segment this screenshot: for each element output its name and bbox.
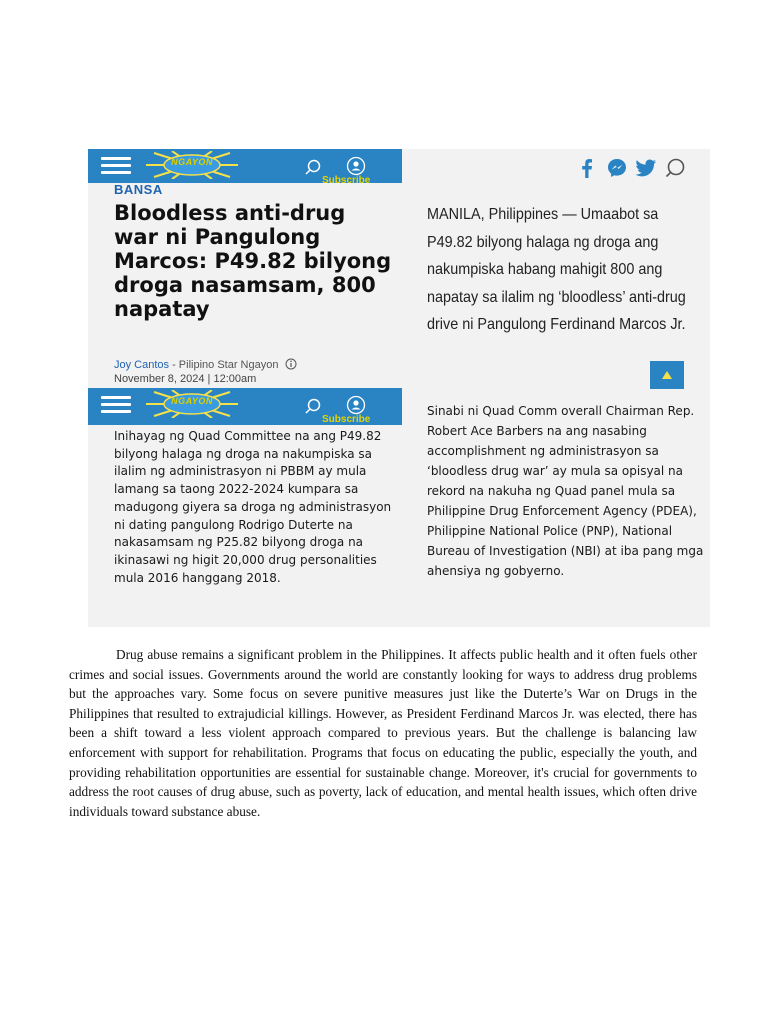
- article-headline: Bloodless anti-drug war ni Pangulong Marcos: P49.82 bilyong droga nasamsam, 800 napatay: [114, 201, 392, 321]
- brand-logo-text: NGAYON: [171, 157, 213, 167]
- brand-logo[interactable]: [144, 390, 240, 418]
- facebook-icon[interactable]: [576, 157, 598, 179]
- menu-icon[interactable]: [101, 396, 131, 414]
- publish-date: November 8, 2024 | 12:00am: [114, 373, 257, 385]
- scroll-top-button[interactable]: [650, 361, 684, 389]
- article-lead: MANILA, Philippines — Umaabot sa P49.82 bilyong halaga ng droga ang nakumpiska habang mahigit 800 ang napatay sa ilalim ng ‘bloodless’ anti-drug drive ni Pangulong Ferdinand Marcos Jr.: [427, 206, 686, 333]
- brand-logo[interactable]: [144, 151, 240, 179]
- messenger-icon[interactable]: [606, 157, 628, 179]
- brand-logo-text: NGAYON: [171, 396, 213, 406]
- user-icon[interactable]: [346, 156, 366, 176]
- twitter-icon[interactable]: [635, 157, 657, 179]
- subscribe-link[interactable]: Subscribe: [322, 175, 371, 186]
- article-body-left: Inihayag ng Quad Committee na ang P49.82 bilyong halaga ng droga na nakumpiska sa ilalim ng administrasyon ni PBBM ay mula lamang sa taong 2022-2024 kumpara sa madugong giyera sa droga ng administrasyon ni dating pangulong Rodrigo Duterte na nakasamsam ng P25.82 bilyong droga na ikinasawi ng higit 20,000 drug personalities mula 2016 hanggang 2018.: [114, 429, 392, 585]
- arrow-up-icon: [650, 361, 684, 389]
- news-screenshot-collage: [88, 149, 710, 627]
- section-label[interactable]: BANSA: [114, 182, 163, 197]
- essay-paragraph: Drug abuse remains a significant problem in the Philippines. It affects public health and it often fuels other crimes and social issues. Governments around the world are constantly looking for ways to address drug problems but the approaches vary. Some focus on severe punitive measures just like the Duterte’s War on Drugs in the Philippines that resulted to extrajudicial killings. However, as President Ferdinand Marcos Jr. was elected, there has been a shift toward a less violent approach compared to previous years. But the challenge is balancing law enforcement with support for rehabilitation. Programs that focus on educating the public, especially the youth, and providing rehabilitation opportunities are essential for sustainable change. Moreover, it's crucial for governments to address the root causes of drug abuse, such as poverty, lack of education, and mental health issues, which often drive individuals toward substance abuse.: [69, 647, 697, 819]
- news-top-bar: [88, 149, 402, 186]
- author-name[interactable]: Joy Cantos: [114, 359, 170, 371]
- search-icon[interactable]: [304, 158, 322, 176]
- subscribe-link[interactable]: Subscribe: [322, 414, 371, 425]
- news-top-bar-repeat: [88, 388, 402, 425]
- article-right-column: [402, 149, 710, 627]
- menu-icon[interactable]: [101, 157, 131, 175]
- search-icon[interactable]: [304, 397, 322, 415]
- byline: [114, 358, 297, 371]
- info-icon[interactable]: [285, 358, 297, 370]
- search-icon[interactable]: [664, 157, 686, 179]
- article-body-right: Sinabi ni Quad Comm overall Chairman Rep. Robert Ace Barbers na ang nasabing accomplishment ng administrasyon sa ‘bloodless drug war’ ay mula sa opisyal na rekord na nakuha ng Quad panel mula sa Philippine Drug Enforcement Agency (PDEA), Philippine National Police (PNP), National Bureau of Investigation (NBI) at iba pang mga ahensiya ng gobyerno.: [427, 404, 704, 578]
- user-icon[interactable]: [346, 395, 366, 415]
- source-name: - Pilipino Star Ngayon: [169, 359, 279, 371]
